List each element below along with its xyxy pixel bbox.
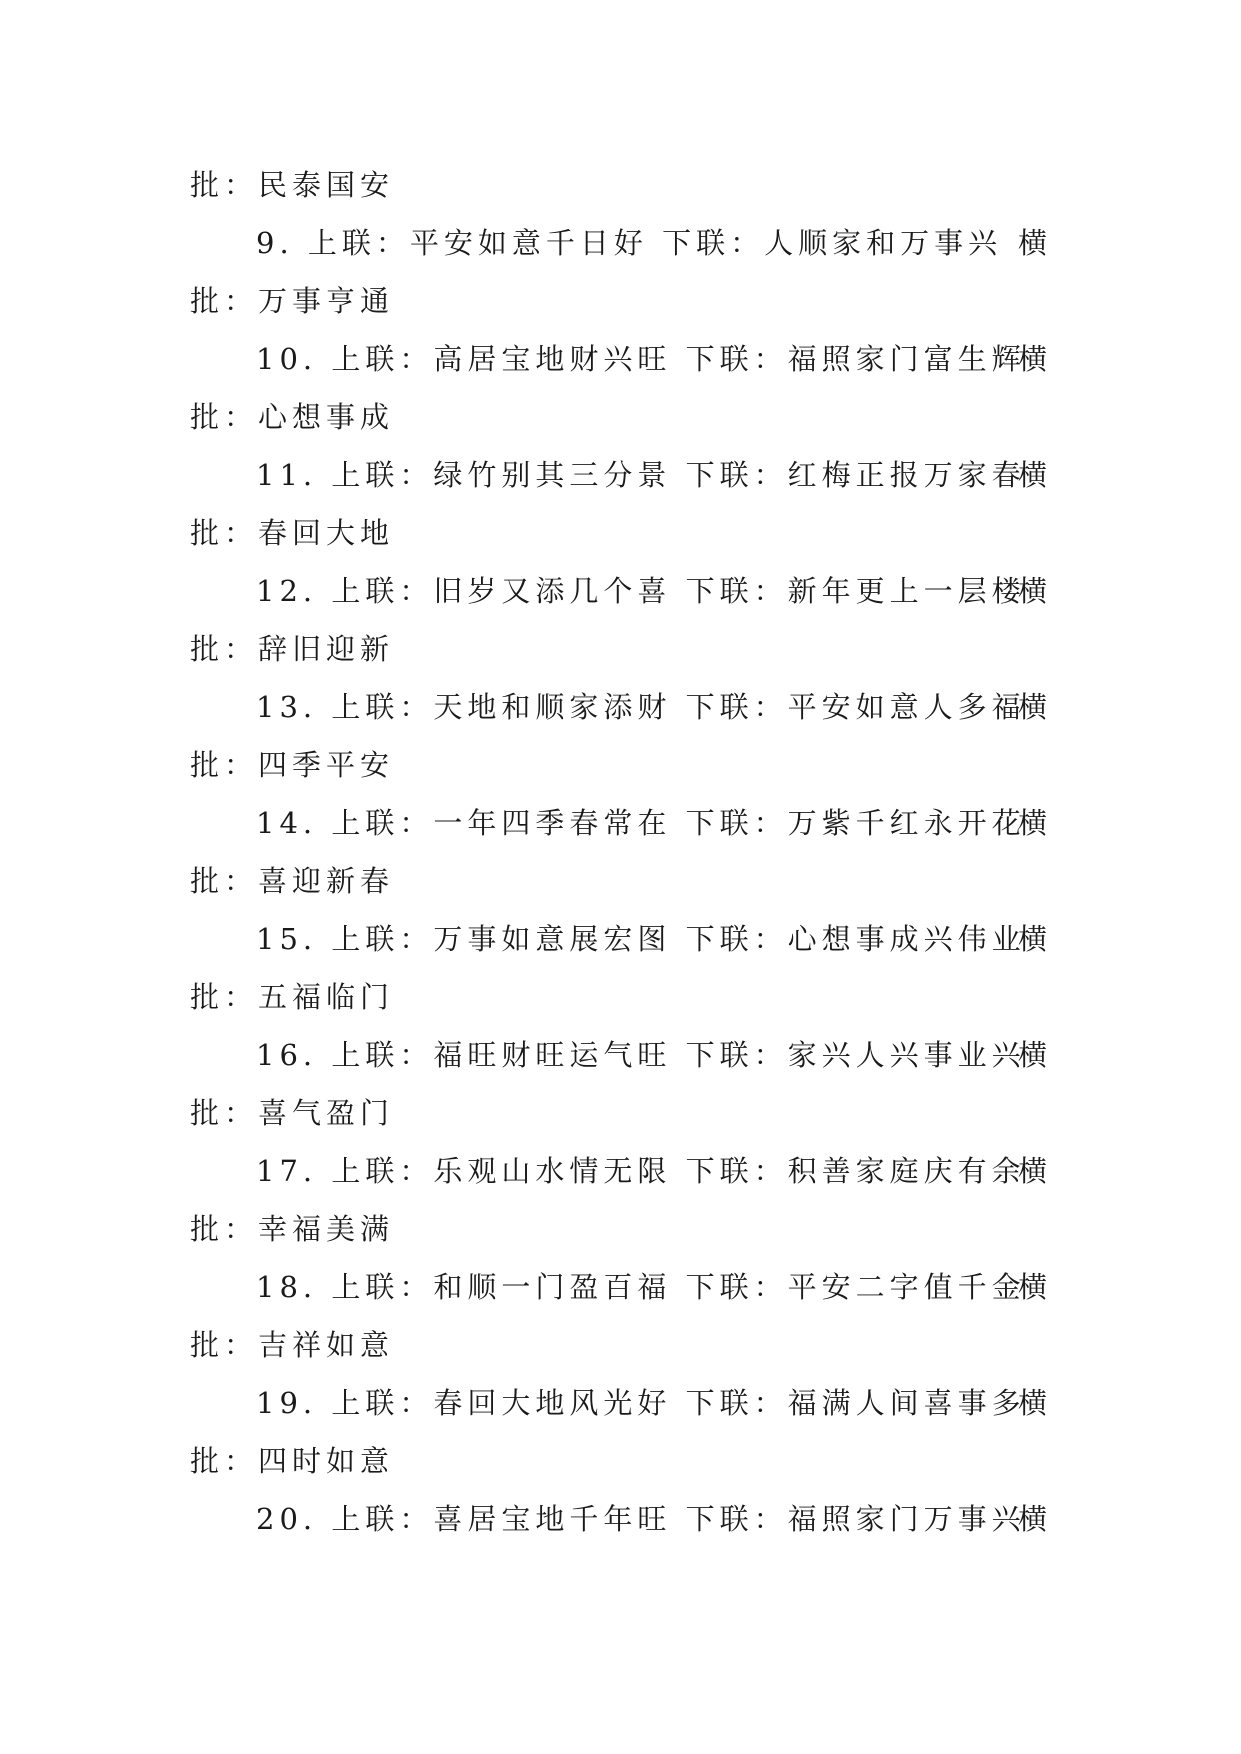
horizontal-scroll-label-head: 横 [1017,342,1052,376]
horizontal-scroll-label-head: 横 [1017,922,1052,956]
lower-couplet: 下联：新年更上一层楼 [685,574,1026,608]
upper-couplet: 上联：绿竹别其三分景 [331,458,672,492]
lower-couplet: 下联：福满人间喜事多 [685,1386,1026,1420]
upper-couplet: 上联：喜居宝地千年旺 [331,1502,672,1536]
upper-couplet: 上联：一年四季春常在 [331,806,672,840]
horizontal-scroll-label-head: 横 [1017,574,1052,608]
upper-couplet: 上联：旧岁又添几个喜 [331,574,672,608]
lower-couplet: 下联：心想事成兴伟业 [685,922,1026,956]
horizontal-scroll-label-head: 横 [1017,1154,1052,1188]
horizontal-scroll-text: 批：万事亨通 [190,284,395,318]
couplet-entry-line [190,562,1052,620]
couplet-list [190,156,1052,1548]
entry-number: 11. [256,458,318,492]
couplet-entry-line [190,1258,1052,1316]
horizontal-scroll-label-head: 横 [1017,806,1052,840]
lower-couplet: 下联：万紫千红永开花 [685,806,1026,840]
horizontal-scroll-text: 批：吉祥如意 [190,1328,395,1362]
couplet-entry-line [190,1374,1052,1432]
horizontal-scroll-label-head: 横 [1017,1502,1052,1536]
horizontal-scroll-text: 批：喜气盈门 [190,1096,395,1130]
upper-couplet: 上联：万事如意展宏图 [331,922,672,956]
lower-couplet: 下联：红梅正报万家春 [685,458,1026,492]
couplet-entry-line [190,794,1052,852]
entry-number: 15. [256,922,318,956]
horizontal-scroll-text: 批：喜迎新春 [190,864,395,898]
lower-couplet: 下联：福照家门富生辉 [685,342,1026,376]
horizontal-scroll-label-head: 横 [1017,690,1052,724]
entry-number: 12. [256,574,318,608]
upper-couplet: 上联：天地和顺家添财 [331,690,672,724]
couplet-entry-line [190,1026,1052,1084]
couplet-entry-line [190,1142,1052,1200]
horizontal-scroll-label-head: 横 [1017,226,1052,260]
horizontal-scroll-text: 批：四季平安 [190,748,395,782]
upper-couplet: 上联：福旺财旺运气旺 [331,1038,672,1072]
entry-number: 17. [256,1154,318,1188]
entry-number: 13. [256,690,318,724]
horizontal-scroll-text: 批：春回大地 [190,516,395,550]
lower-couplet: 下联：积善家庭庆有余 [685,1154,1026,1188]
horizontal-scroll-text: 批：五福临门 [190,980,395,1014]
entry-number: 16. [256,1038,318,1072]
upper-couplet: 上联：乐观山水情无限 [331,1154,672,1188]
horizontal-scroll-label-head: 横 [1017,458,1052,492]
upper-couplet: 上联：和顺一门盈百福 [331,1270,672,1304]
couplet-entry-line [190,446,1052,504]
lower-couplet: 下联：人顺家和万事兴 [662,226,1003,260]
entry-number: 18. [256,1270,318,1304]
entry-number: 10. [256,342,318,376]
couplet-entries [190,214,1052,1548]
lower-couplet: 下联：平安二字值千金 [685,1270,1026,1304]
couplet-entry-line [190,1490,1052,1548]
entry-number: 20. [256,1502,318,1536]
lower-couplet: 下联：平安如意人多福 [685,690,1026,724]
couplet-entry-line [190,330,1052,388]
entry-number: 14. [256,806,318,840]
horizontal-scroll-label-head: 横 [1017,1386,1052,1420]
upper-couplet: 上联：春回大地风光好 [331,1386,672,1420]
lower-couplet: 下联：家兴人兴事业兴 [685,1038,1026,1072]
horizontal-scroll-label-head: 横 [1017,1270,1052,1304]
couplet-entry-line [190,214,1052,272]
upper-couplet: 上联：高居宝地财兴旺 [331,342,672,376]
couplet-entry-line [190,910,1052,968]
horizontal-scroll-text: 批：四时如意 [190,1444,395,1478]
continuation-line: 批：民泰国安 [190,168,395,202]
entry-number: 19. [256,1386,318,1420]
horizontal-scroll-text: 批：心想事成 [190,400,395,434]
lower-couplet: 下联：福照家门万事兴 [685,1502,1026,1536]
couplet-entry-line [190,678,1052,736]
horizontal-scroll-text: 批：幸福美满 [190,1212,395,1246]
upper-couplet: 上联：平安如意千日好 [307,226,648,260]
horizontal-scroll-label-head: 横 [1017,1038,1052,1072]
horizontal-scroll-text: 批：辞旧迎新 [190,632,395,666]
entry-number: 9. [256,226,294,260]
